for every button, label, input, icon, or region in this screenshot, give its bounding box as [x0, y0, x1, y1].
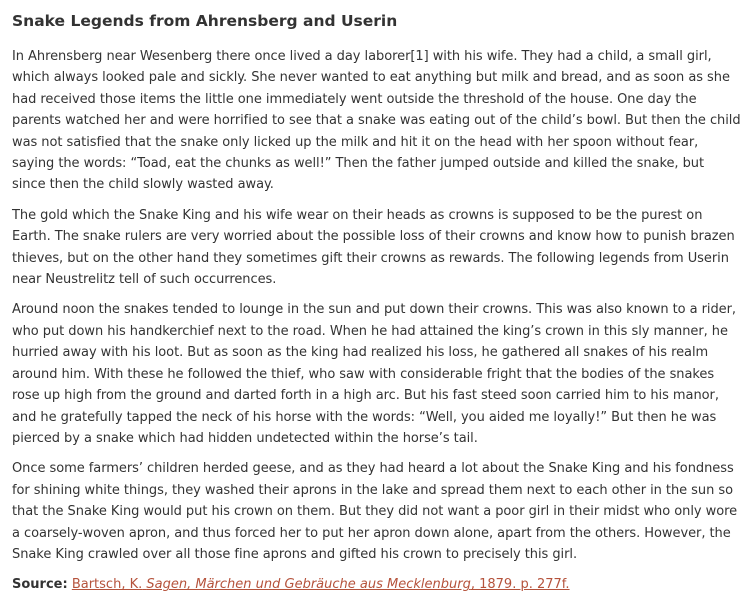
source-details: , 1879. p. 277f. [470, 577, 570, 593]
source-citation [12, 574, 741, 595]
article-title: Snake Legends from Ahrensberg and Userin [12, 12, 398, 30]
paragraph-rider-legend: Around noon the snakes tended to lounge in the sun and put down their crowns. This was also known to a rider, who put down his handkerchief next to the road. When he had attained the king’s crown in this sly manner, he hurried away with his loot. But as soon as the king had realized his loss, he gathered all snakes of his realm around him. With these he followed the thief, who saw with considerable fright that the bodies of the snakes rose up high from the ground and darted forth in a high arc. But his fast steed soon carried him to his manor, and he gratefully tapped the neck of his horse with the words: “Well, you aided me loyally!” But then he was pierced by a snake which had hidden undetected within the horse’s tail. [12, 302, 737, 446]
source-label: Source: [12, 577, 68, 593]
paragraph-ahrensberg: In Ahrensberg near Wesenberg there once lived a day laborer[1] with his wife. They had a child, a small girl, which always looked pale and sickly. She never wanted to eat anything but milk and bread, and as soon as she had received those items the little one immediately went outside the threshold of the house. One day the parents watched her and were horrified to see that a snake was eating out of the child’s bowl. But then the child was not satisfied that the snake only licked up the milk and hit it on the head with her spoon without fear, saying the words: “Toad, eat the chunks as well!” Then the father jumped outside and killed the snake, but since then the child slowly wasted away. [12, 49, 741, 193]
source-work-title: Sagen, Märchen und Gebräuche aus Mecklenburg [146, 577, 471, 593]
source-author: Bartsch, K. [71, 577, 143, 593]
source-link[interactable] [72, 577, 570, 592]
paragraph-goose-girl-legend: Once some farmers’ children herded geese, and as they had heard a lot about the Snake King and his fondness for shining white things, they washed their aprons in the lake and spread them next to each other in the sun so that the Snake King would put his crown on them. But they did not want a poor girl in their midst who only wore a coarsely-woven apron, and thus forced her to put her apron down alone, apart from the others. However, the Snake King crawled over all those fine aprons and gifted his crown to precisely this girl. [12, 461, 738, 562]
paragraph-snake-crowns: The gold which the Snake King and his wife wear on their heads as crowns is supposed to be the purest on Earth. The snake rulers are very worried about the possible loss of their crowns and know how to punish brazen thieves, but on the other hand they sometimes gift their crowns as rewards. The following legends from Userin near Neustrelitz tell of such occurrences. [12, 207, 735, 288]
